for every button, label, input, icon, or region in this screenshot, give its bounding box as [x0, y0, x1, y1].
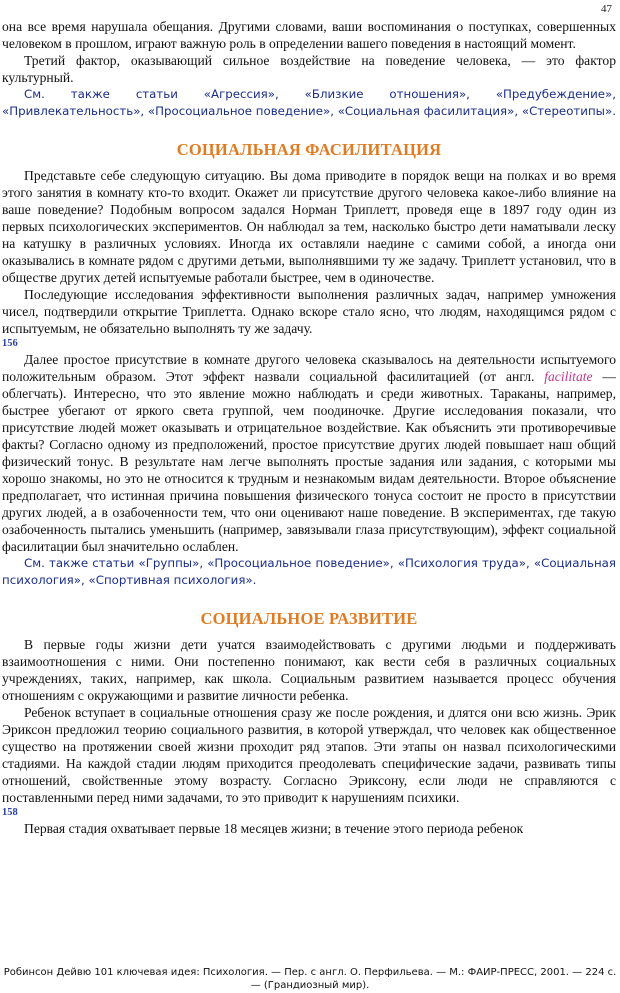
paragraph: Представьте себе следующую ситуацию. Вы дома приводите в порядок вещи на полках и во время этого занятия в комнату кто-то входит. Окажет ли присутствие другого человека какое-либо влияние на ваше поведение? Подобным вопросом задался Норман Триплетт, проведя еще в 1897 году один из первых психологических экспериментов. Он наблюдал за тем, насколько быстро дети наматывали леску на катушку в различных условиях. Иногда их оставляли наедине с самими собой, а иногда они оказывались в комнате рядом с другими детьми, выполнявшими ту же задачу. Триплетт установил, что в обществе других детей испытуемые работали быстрее, чем в одиночестве.: [2, 168, 616, 285]
section-title-social-development: СОЦИАЛЬНОЕ РАЗВИТИЕ: [200, 609, 418, 628]
footer-citation: Робинсон Дейвю 101 ключевая идея: Психология. — Пер. с англ. О. Перфильева. — М.: ФАИР-ПРЕСС, 2001. — 224 с. — (Грандиозный мир).: [3, 967, 617, 991]
paragraph: Третий фактор, оказывающий сильное воздействие на поведение человека, — это фактор культурный.: [2, 53, 616, 85]
see-also-links[interactable]: См. также статьи «Группы», «Просоциальное поведение», «Психология труда», «Социальная психология», «Спортивная психология».: [2, 556, 616, 587]
paragraph: Первая стадия охватывает первые 18 месяцев жизни; в течение этого периода ребенок: [24, 821, 524, 836]
page-body: [2, 18, 616, 837]
page-marker: 156: [2, 338, 18, 349]
see-also-links[interactable]: См. также статьи «Агрессия», «Близкие отношения», «Предубеждение», «Привлекательность», «Просоциальное поведение», «Социальная фасилитация», «Стереотипы».: [2, 87, 616, 118]
paragraph: В первые годы жизни дети учатся взаимодействовать с другими людьми и поддерживать взаимоотношения с ними. Они постепенно понимают, как вести себя в различных социальных учреждениях, таких, например, как школа. Социальным развитием называется процесс обучения отношениям с окружающими и развитие личности ребенка.: [2, 637, 616, 703]
page-marker: 158: [2, 807, 18, 818]
english-term: facilitate: [544, 369, 593, 384]
paragraph: Ребенок вступает в социальные отношения сразу же после рождения, и длятся они всю жизнь. Эрик Эриксон предложил теорию социального развития, в которой утверждал, что человек как общественное существо на протяжении своей жизни проходит ряд этапов. Эти этапы он назвал психологическими стадиями. На каждой стадии людям приходится преодолевать специфические задачи, развивать типы отношений, свойственные этому возрасту. Согласно Эриксону, если люди не справляются с поставленными перед ними задачами, то это приводит к нарушениям психики.: [2, 705, 616, 805]
paragraph-text: Далее простое присутствие в комнате другого человека сказывалось на деятельности испытуемого положительным образом. Этот эффект назвали социальной фасилитацией (от англ.: [2, 352, 616, 384]
paragraph-text: — облегчать). Интересно, что это явление можно наблюдать и среди животных. Тараканы, например, быстрее убегают от яркого света группой, чем поодиночке. Другие исследования показали, что присутствие людей может оказывать и отрицательное воздействие. Как объяснить эти противоречивые факты? Согласно одному из предположений, простое присутствие других людей повышает наш общий физический тонус. В результате нам легче выполнять простые задания или задания, с которыми мы хорошо знакомы, но это не относится к трудным и незнакомым видам деятельности. Второе объяснение предполагает, что истинная причина повышения физического тонуса состоит не просто в присутствии других людей, а в озабоченности тем, что они оценивают наше поведение. В экспериментах, где такую озабоченность пытались уменьшить (например, завязывали глаза присутствующим), эффект социальной фасилитации был значительно ослаблен.: [2, 369, 616, 554]
paragraph: [2, 351, 616, 555]
page-number: 47: [601, 3, 612, 15]
paragraph: она все время нарушала обещания. Другими словами, ваши воспоминания о поступках, совершенных человеком в прошлом, играют важную роль в определении вашего поведения в настоящий момент.: [2, 19, 616, 51]
paragraph: Последующие исследования эффективности выполнения различных задач, например умножения чисел, подтвердили открытие Триплетта. Однако вскоре стало ясно, что людям, находящимся рядом с испытуемым, не обязательно выполнять ту же задачу.: [2, 287, 616, 336]
section-title-social-facilitation: СОЦИАЛЬНАЯ ФАСИЛИТАЦИЯ: [176, 140, 442, 159]
